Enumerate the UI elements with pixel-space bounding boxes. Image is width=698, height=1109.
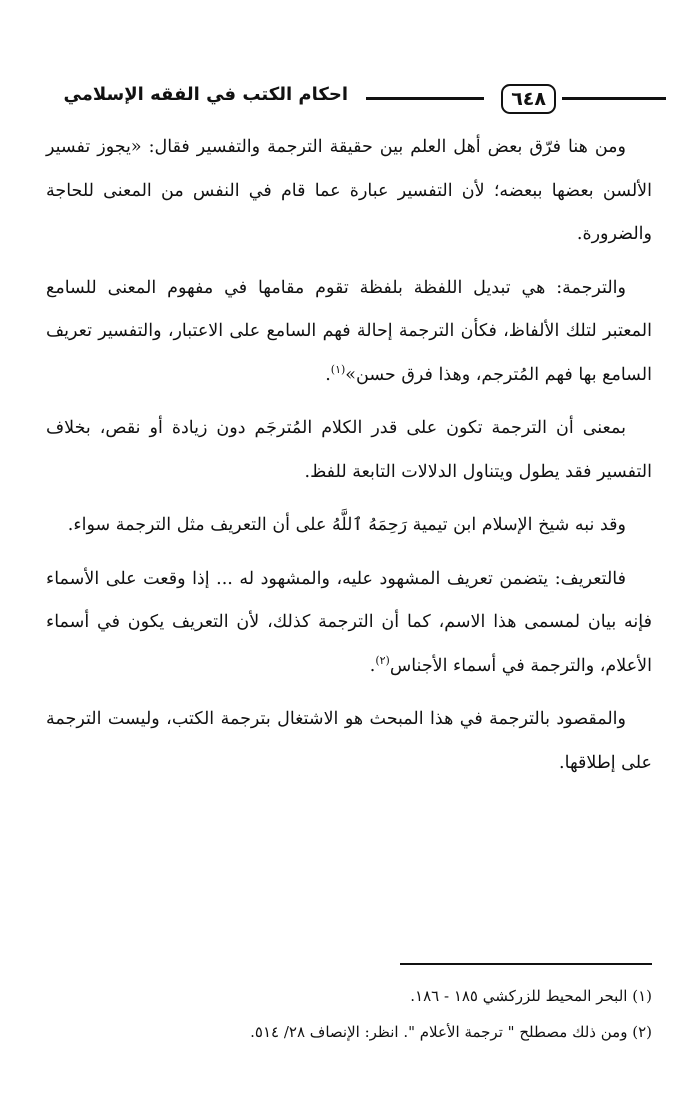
paragraph-5-end: . bbox=[369, 655, 376, 676]
header-rule-right bbox=[562, 97, 666, 100]
footnote-ref-1: (١) bbox=[330, 362, 346, 376]
header-rule-middle bbox=[366, 97, 484, 100]
main-text bbox=[46, 126, 652, 795]
footnote-1: (١) البحر المحيط للزركشي ١٨٥ - ١٨٦. bbox=[410, 987, 652, 1005]
paragraph-1: ومن هنا فرّق بعض أهل العلم بين حقيقة الترجمة والتفسير فقال: «يجوز تفسير الألسن بعضها ببعضه؛ لأن التفسير عبارة عما قام في النفس من المعنى للحاجة والضرورة. bbox=[46, 137, 652, 244]
paragraph-2 bbox=[46, 267, 652, 398]
footnotes bbox=[46, 978, 652, 1050]
paragraph-5 bbox=[46, 558, 652, 689]
paragraph-3: بمعنى أن الترجمة تكون على قدر الكلام المُترجَم دون زيادة أو نقص، بخلاف التفسير فقد يطول ويتناول الدلالات التابعة للفظ. bbox=[46, 418, 652, 482]
page-number: ٦٤٨ bbox=[501, 84, 556, 114]
paragraph-6: والمقصود بالترجمة في هذا المبحث هو الاشتغال بترجمة الكتب، وليست الترجمة على إطلاقها. bbox=[46, 709, 652, 773]
paragraph-5-text: فالتعريف: يتضمن تعريف المشهود عليه، والمشهود له ... إذا وقعت على الأسماء فإنه بيان لمسمى هذا الاسم، كما أن الترجمة كذلك، لأن التعريف يكون في أسماء الأعلام، والترجمة في أسماء الأجناس bbox=[46, 568, 652, 676]
footnote-ref-2: (٢) bbox=[375, 653, 390, 667]
footnote-separator bbox=[400, 963, 652, 965]
paragraph-4: وقد نبه شيخ الإسلام ابن تيمية رَحِمَهُ ٱللَّهُ على أن التعريف مثل الترجمة سواء. bbox=[67, 515, 626, 535]
paragraph-2-end: . bbox=[325, 364, 331, 385]
page-header bbox=[30, 78, 666, 118]
footnote-2: (٢) ومن ذلك مصطلح " ترجمة الأعلام ". انظر: الإنصاف ٢٨/ ٥١٤. bbox=[250, 1023, 652, 1041]
paragraph-2-text: والترجمة: هي تبديل اللفظة بلفظة تقوم مقامها في مفهوم المعنى للسامع المعتبر لتلك الألفاظ، فكأن الترجمة إحالة فهم السامع على الاعتبار، والتفسير تعريف السامع بها فهم المُترجم، وهذا فرق حسن» bbox=[46, 277, 652, 385]
running-title: احكام الكتب في الفقه الإسلامي bbox=[63, 84, 348, 105]
